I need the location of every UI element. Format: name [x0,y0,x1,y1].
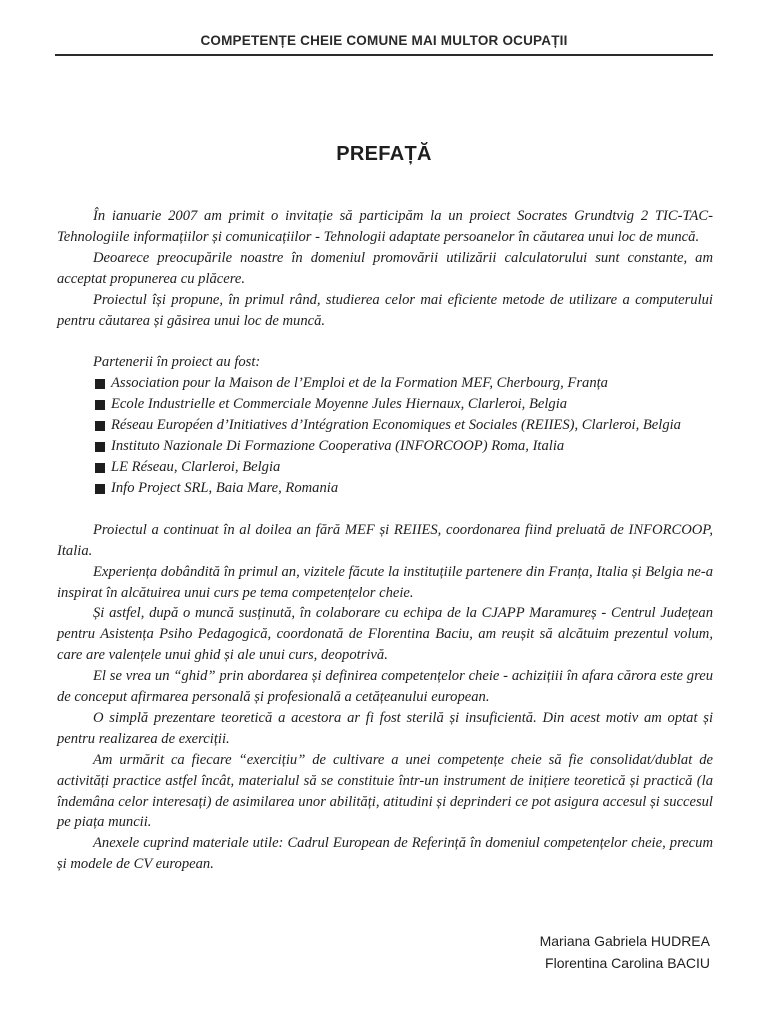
square-bullet-icon [95,442,105,452]
paragraph: Am urmărit ca fiecare “exercițiu” de cultivare a unei competențe cheie să fie consolidat/dublat de activități practice astfel încât, materialul să se constituie într-un instrument de inițiere teoretică și practică (la îndemâna celor interesați) de asimilarea unor abilități, atitudini și deprinderi ce pot asigura accesul și succesul pe piața muncii. [57,751,713,831]
partner-name: Ecole Industrielle et Commerciale Moyenne Jules Hiernaux, Clarleroi, Belgia [111,396,568,413]
paragraph: Experiența dobândită în primul an, vizitele făcute la instituțiile partenere din Franța, Italia și Belgia ne-a inspirat în alcătuirea unui curs pe tema competențelor cheie. [57,563,713,601]
partner-name: Réseau Européen d’Initiatives d’Intégration Economiques et Sociales (REIIES), Clarleroi, Belgia [111,417,681,434]
paragraph: În ianuarie 2007 am primit o invitație să participăm la un proiect Socrates Grundtvig 2 TIC-TAC-Tehnologiile informațiilor și comunicațiilor - Tehnologii adaptate persoanelor în căutarea unui loc de muncă. [57,208,713,245]
paragraph: Și astfel, după o muncă susținută, în colaborare cu echipa de la CJAPP Maramureș - Centrul Județean pentru Asistența Psiho Pedagogică, coordonată de Florentina Baciu, am reușit să alcătuim prezentul volum, care are valențele unui ghid și ale unui curs, deopotrivă. [57,605,713,664]
partner-name: Info Project SRL, Baia Mare, Romania [111,479,339,496]
author-name: Mariana Gabriela HUDREA [539,933,710,949]
paragraph: O simplă prezentare teoretică a acestora ar fi fost sterilă și insuficientă. Din acest motiv am optat și pentru realizarea de exerciții. [57,709,713,747]
paragraph: Proiectul își propune, în primul rând, studierea celor mai eficiente metode de utilizare a computerului pentru căutarea și găsirea unui loc de muncă. [57,291,713,329]
list-item [57,457,713,478]
paragraph-gap [57,331,713,352]
paragraph-gap [57,499,713,520]
author-name: Florentina Carolina BACIU [545,955,710,971]
paragraph: Deoarece preocupările noastre în domeniul promovării utilizării calculatorului sunt constante, am acceptat propunerea cu plăcere. [57,249,713,287]
list-item [57,373,713,394]
list-item [57,436,713,457]
square-bullet-icon [95,463,105,473]
preface-body [57,206,713,875]
paragraph: El se vrea un “ghid” prin abordarea și definirea competențelor cheie - achizițiii în afara cărora este greu de conceput afirmarea personală și profesională a cetățeanului european. [57,668,713,706]
partner-name: Instituto Nazionale Di Formazione Cooperativa (INFORCOOP) Roma, Italia [111,438,565,455]
signature-block [540,930,710,974]
partner-name: Association pour la Maison de l’Emploi et de la Formation MEF, Cherbourg, Franța [111,375,608,392]
list-item [57,415,713,436]
paragraph: Proiectul a continuat în al doilea an fără MEF și REIIES, coordonarea fiind preluată de INFORCOOP, Italia. [57,521,713,559]
square-bullet-icon [95,421,105,431]
square-bullet-icon [95,484,105,494]
running-header: COMPETENȚE CHEIE COMUNE MAI MULTOR OCUPAȚII [200,33,568,48]
paragraph: Anexele cuprind materiale utile: Cadrul European de Referință în domeniul competențelor cheie, precum și modele de CV european. [57,835,713,873]
partners-intro: Partenerii în proiect au fost: [93,354,261,371]
header-rule [55,54,713,56]
page-title: PREFAȚĂ [336,143,432,165]
list-item [57,478,713,499]
partner-name: LE Réseau, Clarleroi, Belgia [111,458,281,475]
square-bullet-icon [95,379,105,389]
list-item [57,394,713,415]
partners-list [57,373,713,498]
square-bullet-icon [95,400,105,410]
